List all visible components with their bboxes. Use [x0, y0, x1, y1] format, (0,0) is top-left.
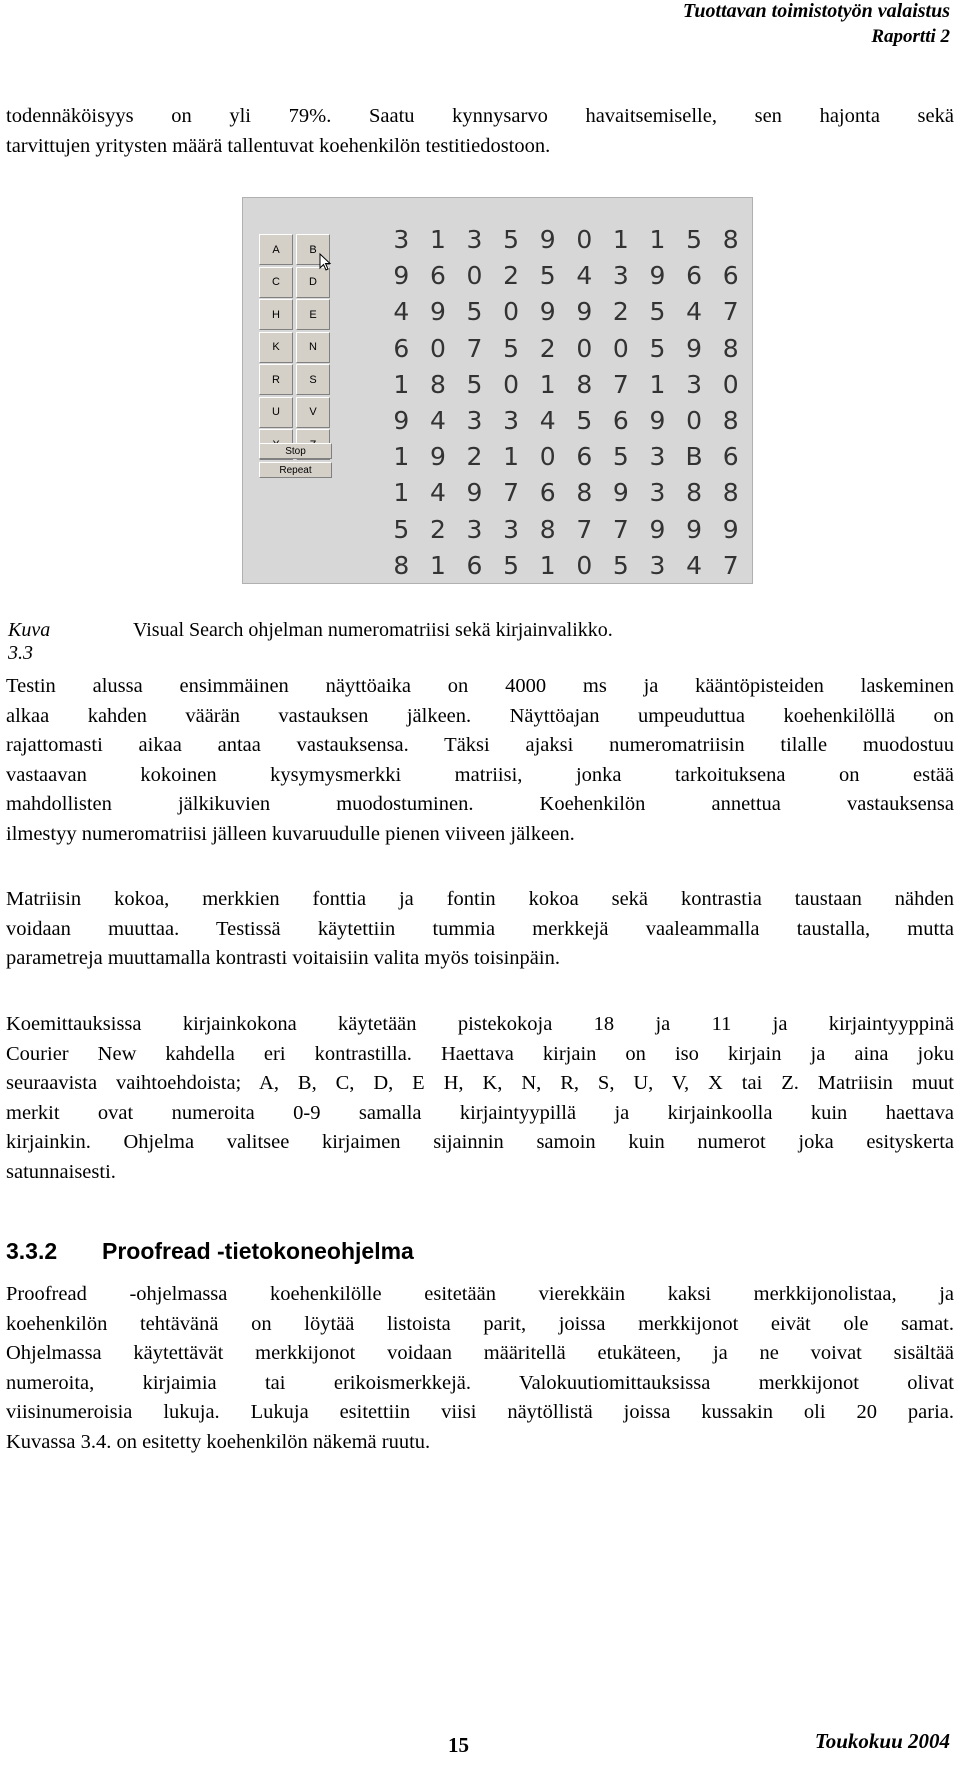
matrix-cell: 5 [649, 297, 666, 327]
letter-button[interactable]: H [259, 299, 293, 330]
text-line: voidaan muuttaa. Testissä käytettiin tummia merkkejä vaaleammalla taustalla, mutta [6, 917, 954, 940]
letter-button[interactable]: V [296, 397, 330, 428]
matrix-cell: 4 [539, 405, 556, 435]
matrix-cell: 9 [429, 297, 446, 327]
repeat-button[interactable]: Repeat [259, 462, 332, 478]
text-line: satunnaisesti. [6, 1160, 116, 1183]
text-line: parametreja muuttamalla kontrasti voitaisiin valita myös toisinpäin. [6, 947, 560, 969]
matrix-cell: 9 [393, 261, 410, 291]
matrix-row [383, 512, 749, 548]
matrix-cell: 9 [686, 333, 702, 363]
matrix-cell: 4 [576, 261, 593, 291]
matrix-row [383, 475, 749, 511]
text-line: rajattomasti aikaa antaa vastauksensa. Täksi ajaksi numeromatriisin tilalle muodostuu [6, 734, 954, 756]
matrix-row [383, 548, 749, 584]
letter-button[interactable]: U [259, 397, 293, 428]
matrix-cell: 8 [539, 514, 556, 544]
text-line: koehenkilön tehtävänä on löytää listoista parit, joissa merkkijonot eivät ole samat. [6, 1312, 954, 1335]
matrix-cell: 6 [576, 442, 593, 472]
matrix-cell: 4 [429, 405, 446, 435]
matrix-cell: 1 [393, 369, 410, 399]
matrix-cell: 7 [722, 550, 739, 580]
matrix-cell: 3 [649, 478, 666, 508]
matrix-cell: 9 [649, 405, 666, 435]
text-line: numeroita, kirjaimia tai erikoismerkkejä. Valokuutiomittauksissa merkkijonot olivat [6, 1371, 954, 1394]
matrix-cell: 0 [576, 225, 593, 254]
matrix-cell: 0 [686, 405, 702, 435]
section-heading [6, 1238, 414, 1265]
letter-button[interactable]: S [296, 364, 330, 395]
matrix-cell: 9 [539, 225, 556, 254]
matrix-cell: 6 [686, 261, 702, 291]
letter-button[interactable]: E [296, 299, 330, 330]
matrix-cell: 1 [429, 550, 446, 580]
text-line: Kuvassa 3.4. on esitetty koehenkilön näkemä ruutu. [6, 1430, 431, 1453]
matrix-row [383, 439, 749, 475]
letter-button[interactable]: B [296, 234, 330, 265]
text-line: vastaavan kokoinen kysymysmerkki matriisi, jonka tarkoituksena on estää [6, 763, 954, 786]
paragraph-5 [6, 1280, 954, 1457]
matrix-cell: 1 [649, 225, 666, 254]
text-line: mahdollisten jälkikuvien muodostuminen. Koehenkilön annettua vastauksensa [6, 793, 954, 815]
matrix-cell: 5 [503, 333, 520, 363]
matrix-cell: 0 [429, 333, 446, 363]
matrix-cell: 4 [686, 550, 702, 580]
matrix-cell: 4 [429, 478, 446, 508]
visual-search-figure [242, 197, 753, 584]
matrix-cell: 6 [612, 405, 629, 435]
matrix-cell: 2 [539, 333, 556, 363]
matrix-cell: 3 [503, 514, 520, 544]
matrix-cell: 5 [686, 225, 702, 254]
caption-text: Visual Search ohjelman numeromatriisi sekä kirjainvalikko. [133, 619, 613, 641]
matrix-cell: 7 [612, 514, 629, 544]
matrix-cell: 6 [466, 550, 483, 580]
matrix-cell: 0 [539, 442, 556, 472]
matrix-cell: 5 [612, 550, 629, 580]
text-line: todennäköisyys on yli 79%. Saatu kynnysarvo havaitsemiselle, sen hajonta sekä [6, 105, 954, 127]
matrix-cell: 3 [393, 225, 410, 254]
matrix-cell: 9 [686, 514, 702, 544]
matrix-cell: 0 [503, 369, 520, 399]
matrix-cell: 9 [466, 478, 483, 508]
text-line: Proofread -ohjelmassa koehenkilölle esitetään vierekkäin kaksi merkkijonolistaa, ja [6, 1283, 954, 1305]
matrix-cell: 6 [722, 442, 739, 472]
matrix-cell: 3 [466, 405, 483, 435]
matrix-cell: 1 [503, 442, 520, 472]
matrix-cell: 2 [503, 261, 520, 291]
footer-date: Toukokuu 2004 [814, 1729, 950, 1753]
letter-button[interactable]: N [296, 332, 330, 363]
matrix-cell: 5 [503, 550, 520, 580]
matrix-cell: 9 [576, 297, 593, 327]
matrix-row [383, 331, 749, 367]
matrix-cell: 3 [466, 514, 483, 544]
text-line: kirjainkin. Ohjelma valitsee kirjaimen sijainnin samoin kuin numerot joka esityskerta [6, 1131, 954, 1153]
letter-button[interactable]: K [259, 332, 293, 363]
matrix-cell: 2 [466, 442, 483, 472]
matrix-cell: 6 [393, 333, 410, 363]
matrix-cell: 1 [393, 442, 410, 472]
matrix-cell: 6 [539, 478, 556, 508]
letter-button[interactable]: R [259, 364, 293, 395]
letter-button[interactable]: A [259, 234, 293, 265]
matrix-cell: 9 [393, 405, 410, 435]
matrix-cell: 8 [722, 225, 739, 254]
matrix-cell: 3 [612, 261, 629, 291]
matrix-cell: 8 [722, 478, 739, 508]
matrix-cell: 3 [649, 442, 666, 472]
page-number: 15 [448, 1733, 469, 1757]
matrix-cell: 8 [429, 369, 446, 399]
matrix-cell: 5 [649, 333, 666, 363]
matrix-cell: 1 [429, 225, 446, 254]
section-title: Proofread -tietokoneohjelma [102, 1238, 414, 1264]
matrix-cell: 0 [576, 550, 593, 580]
matrix-cell: 5 [576, 405, 593, 435]
matrix-cell: 7 [466, 333, 483, 363]
matrix-row [383, 367, 749, 403]
section-number: 3.3.2 [6, 1238, 58, 1264]
matrix-cell: 0 [466, 261, 483, 291]
matrix-cell: 5 [612, 442, 629, 472]
paragraph-3 [6, 885, 954, 974]
paragraph-intro [6, 102, 954, 161]
matrix-cell: 8 [393, 550, 410, 580]
matrix-cell: 1 [539, 369, 556, 399]
text-line: Testin alussa ensimmäinen näyttöaika on 4000 ms ja kääntöpisteiden laskeminen [6, 675, 954, 697]
matrix-cell: 9 [722, 514, 739, 544]
matrix-cell: 6 [722, 261, 739, 291]
matrix-cell: 5 [393, 514, 410, 544]
running-header-title: Tuottavan toimistotyön valaistus [682, 0, 950, 22]
text-line: Matriisin kokoa, merkkien fonttia ja fontin kokoa sekä kontrastia taustaan nähden [6, 888, 954, 910]
matrix-cell: 8 [576, 478, 593, 508]
matrix-cell: 3 [503, 405, 520, 435]
text-line: ilmestyy numeromatriisi jälleen kuvaruudulle pienen viiveen jälkeen. [6, 822, 575, 845]
matrix-cell: 0 [503, 297, 520, 327]
matrix-cell: 2 [612, 297, 629, 327]
matrix-cell: 2 [429, 514, 446, 544]
text-line: Koemittauksissa kirjainkokona käytetään pistekokoja 18 ja 11 ja kirjaintyyppinä [6, 1013, 954, 1035]
matrix-cell: 3 [466, 225, 483, 254]
text-line: alkaa kahden väärän vastauksen jälkeen. Näyttöajan umpeuduttua koehenkilöllä on [6, 704, 954, 727]
matrix-cell: 8 [722, 405, 739, 435]
running-header-subtitle: Raportti 2 [871, 26, 950, 47]
matrix-cell: 9 [649, 514, 666, 544]
matrix-cell: 7 [503, 478, 520, 508]
stop-button[interactable]: Stop [259, 443, 332, 459]
matrix-cell: 9 [429, 442, 446, 472]
matrix-cell: 9 [612, 478, 629, 508]
number-matrix [383, 222, 749, 584]
matrix-row [383, 258, 749, 294]
matrix-cell: 6 [429, 261, 446, 291]
text-line: Ohjelmassa käytettävät merkkijonot voidaan määritellä etukäteen, ja ne voivat sisältää [6, 1342, 954, 1364]
matrix-cell: 3 [649, 550, 666, 580]
text-line: seuraavista vaihtoehdoista; A, B, C, D, E H, K, N, R, S, U, V, X tai Z. Matriisin muut [6, 1072, 954, 1094]
matrix-cell: 8 [576, 369, 593, 399]
matrix-row [383, 222, 749, 258]
matrix-cell: 0 [576, 333, 593, 363]
matrix-cell: 7 [722, 297, 739, 327]
matrix-cell: 0 [612, 333, 629, 363]
matrix-cell: B [685, 442, 703, 472]
matrix-cell: 8 [686, 478, 702, 508]
matrix-row [383, 403, 749, 439]
letter-button[interactable]: C [259, 267, 293, 298]
text-line: tarvittujen yritysten määrä tallentuvat koehenkilön testitiedostoon. [6, 134, 551, 157]
matrix-cell: 9 [649, 261, 666, 291]
matrix-cell: 5 [466, 369, 483, 399]
text-line: Courier New kahdella eri kontrastilla. Haettava kirjain on iso kirjain ja aina joku [6, 1042, 954, 1065]
matrix-row [383, 294, 749, 330]
matrix-cell: 9 [539, 297, 556, 327]
matrix-cell: 4 [393, 297, 410, 327]
matrix-cell: 4 [686, 297, 702, 327]
mouse-cursor-icon [319, 253, 333, 271]
matrix-cell: 1 [393, 478, 410, 508]
matrix-cell: 1 [649, 369, 666, 399]
text-line: merkit ovat numeroita 0-9 samalla kirjaintyypillä ja kirjainkoolla kuin haettava [6, 1101, 954, 1124]
matrix-cell: 7 [576, 514, 593, 544]
matrix-cell: 3 [686, 369, 702, 399]
matrix-cell: 5 [466, 297, 483, 327]
paragraph-2 [6, 672, 954, 849]
matrix-cell: 1 [612, 225, 629, 254]
text-line: viisinumeroisia lukuja. Lukuja esitettiin viisi näytöllistä joissa kussakin oli 20 paria. [6, 1401, 954, 1423]
caption-number: Kuva 3.3 [8, 619, 51, 664]
matrix-cell: 5 [503, 225, 520, 254]
matrix-cell: 8 [722, 333, 739, 363]
matrix-cell: 1 [539, 550, 556, 580]
matrix-cell: 5 [539, 261, 556, 291]
paragraph-4 [6, 1010, 954, 1187]
matrix-cell: 7 [612, 369, 629, 399]
letter-button[interactable]: D [296, 267, 330, 298]
matrix-cell: 0 [722, 369, 739, 399]
